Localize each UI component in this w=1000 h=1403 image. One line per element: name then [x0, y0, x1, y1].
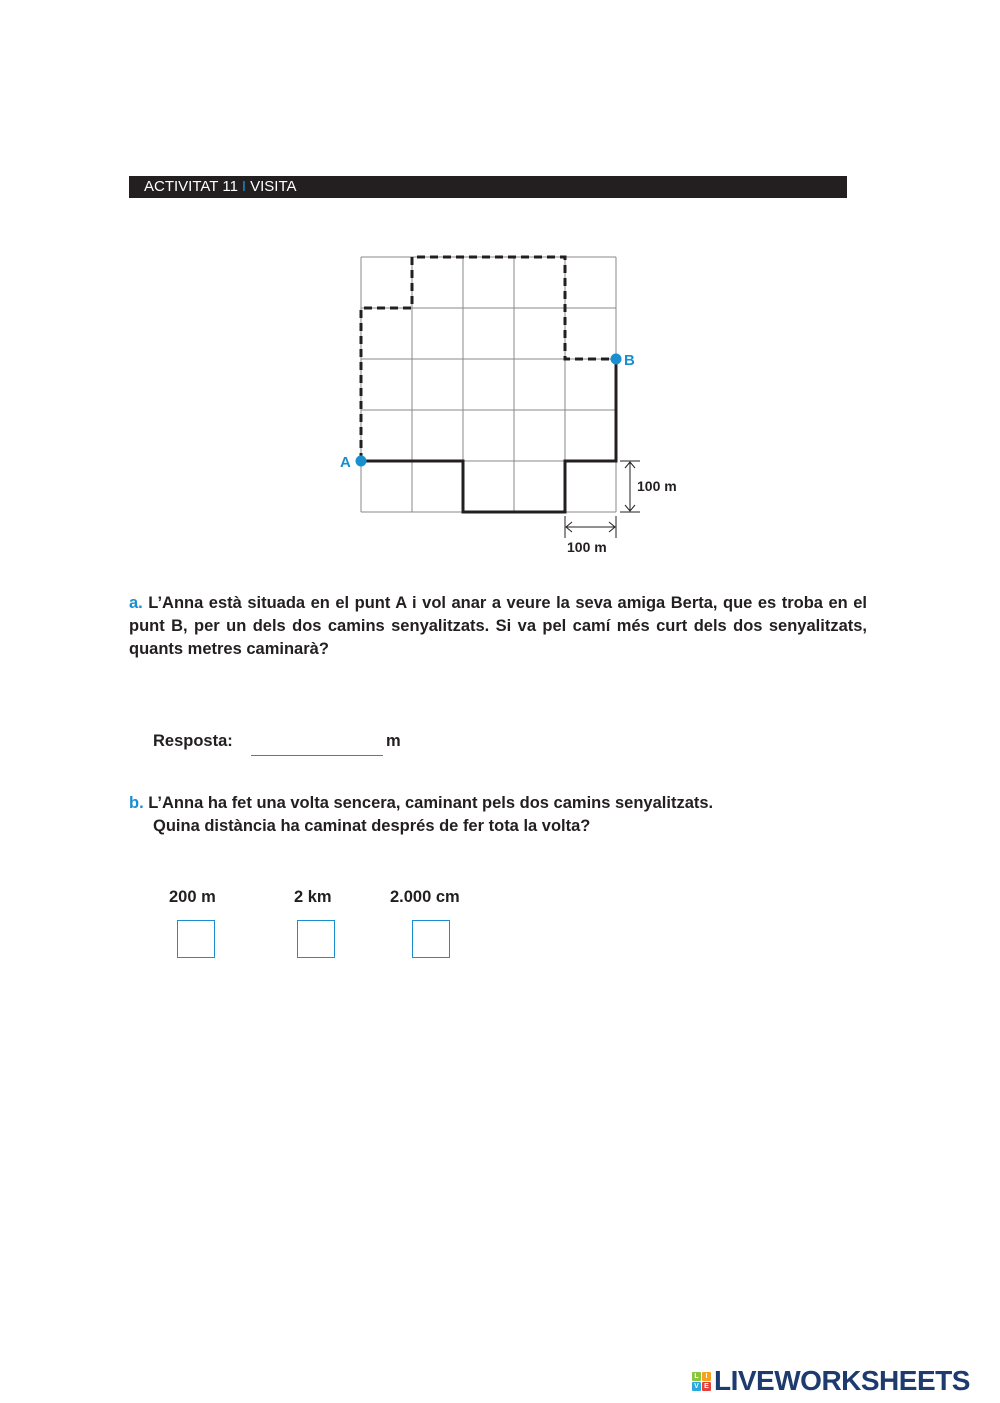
point-b-marker: [611, 354, 622, 365]
horizontal-scale-label: 100 m: [567, 539, 607, 555]
grid-lines: [361, 257, 616, 512]
question-a-label: a.: [129, 594, 143, 612]
logo-icon: [692, 1372, 711, 1391]
logo-icon-letter: I: [702, 1372, 711, 1381]
option-label: 2.000 cm: [390, 888, 460, 906]
option-checkbox-2km[interactable]: [297, 920, 335, 958]
option-label: 200 m: [169, 888, 216, 906]
grid-map-figure: [0, 0, 1000, 580]
question-b-label: b.: [129, 794, 144, 812]
liveworksheets-logo: [692, 1365, 970, 1397]
header-separator: I: [241, 178, 247, 195]
activity-number: ACTIVITAT 11: [144, 178, 238, 195]
question-b: [129, 792, 869, 838]
point-a-label: A: [340, 454, 351, 471]
question-a-text: L’Anna està situada en el punt A i vol anar a veure la seva amiga Berta, que es troba en el punt B, per un dels dos camins senyalitzats. Si va pel camí més curt dels dos senyalitzats, quants metres caminarà?: [129, 594, 867, 658]
point-a-marker: [356, 456, 367, 467]
horizontal-scale: [565, 516, 616, 538]
point-b-label: B: [624, 352, 635, 369]
logo-icon-letter: E: [702, 1382, 711, 1391]
question-b-line2: Quina distància ha caminat després de fer tota la volta?: [153, 817, 591, 835]
solid-path: [361, 359, 616, 512]
logo-icon-letter: L: [692, 1372, 701, 1381]
logo-text: LIVEWORKSHEETS: [714, 1365, 970, 1396]
vertical-scale-label: 100 m: [637, 478, 677, 494]
question-a: [129, 592, 867, 661]
option-label: 2 km: [294, 888, 332, 906]
question-b-line1: L’Anna ha fet una volta sencera, caminant pels dos camins senyalitzats.: [148, 794, 714, 812]
answer-input[interactable]: [251, 733, 383, 756]
logo-icon-letter: V: [692, 1382, 701, 1391]
answer-label: Resposta:: [153, 732, 233, 750]
answer-unit: m: [386, 732, 401, 750]
activity-title: VISITA: [250, 178, 297, 195]
option-checkbox-200m[interactable]: [177, 920, 215, 958]
option-checkbox-2000cm[interactable]: [412, 920, 450, 958]
